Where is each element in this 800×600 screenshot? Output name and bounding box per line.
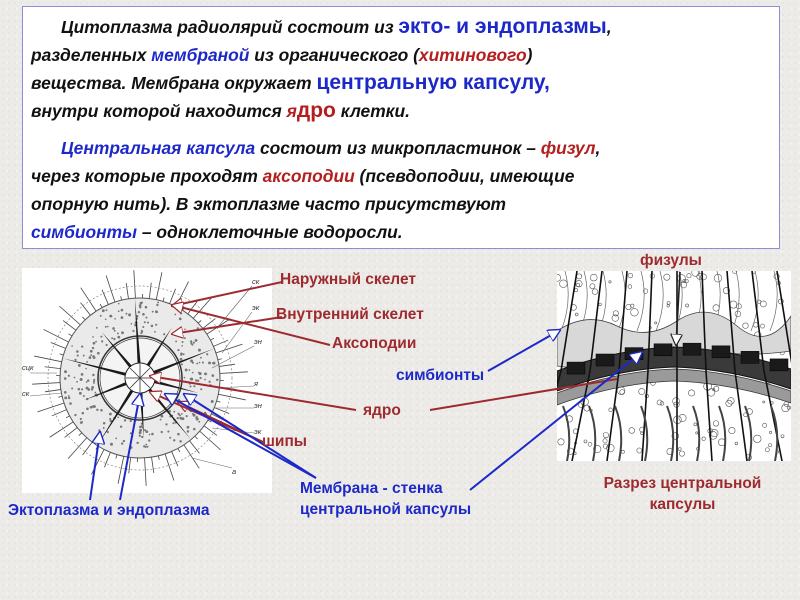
text-term-central-capsule: центральную капсулу, bbox=[316, 71, 550, 94]
text-run: Цитоплазма радиолярий состоит из bbox=[61, 17, 399, 37]
label-symbionts: симбионты bbox=[396, 367, 485, 384]
text-term-symbionts: симбионты bbox=[31, 222, 137, 242]
fig-letter: а bbox=[232, 467, 237, 476]
text-run: , bbox=[606, 17, 612, 37]
text-run: – одноклеточные водоросли. bbox=[137, 222, 403, 242]
fig-letter: эк bbox=[252, 303, 260, 312]
fig-letter: я bbox=[254, 379, 259, 388]
arrow-membrane-3 bbox=[470, 352, 642, 490]
text-run: ) bbox=[526, 45, 533, 65]
text-run: состоит из микропластинок – bbox=[255, 138, 541, 158]
text-term-central-capsule-2: Центральная капсула bbox=[61, 138, 256, 158]
fig-letter: эн bbox=[254, 401, 262, 410]
label-inner-skeleton: Внутренний скелет bbox=[276, 306, 424, 323]
arrow-outer-skeleton bbox=[172, 282, 282, 306]
text-run: , bbox=[595, 138, 601, 158]
arrow-ecto-endo-2 bbox=[120, 394, 140, 500]
text-term-axopodia: аксоподии bbox=[262, 166, 355, 186]
label-fusules: физулы bbox=[640, 252, 702, 269]
text-term-fusules: физул bbox=[540, 138, 596, 158]
label-ecto-endoplasm: Эктоплазма и эндоплазма bbox=[8, 502, 210, 519]
arrow-symbionts bbox=[488, 330, 560, 371]
label-spines: шипы bbox=[262, 433, 308, 450]
label-nucleus: ядро bbox=[363, 402, 401, 419]
text-run: из органического ( bbox=[249, 45, 419, 65]
fig-letter: сцк bbox=[22, 363, 34, 372]
fig-letter: ск bbox=[252, 277, 260, 286]
text-term-chitin: хитинового bbox=[418, 45, 527, 65]
arrow-ecto-endo-1 bbox=[90, 432, 100, 500]
text-term-nucleus-first: я bbox=[286, 101, 297, 121]
text-run: разделенных bbox=[31, 45, 152, 65]
fig-letter: эн bbox=[254, 337, 262, 346]
label-outer-skeleton: Наружный скелет bbox=[280, 271, 416, 288]
text-term-membrane: мембраной bbox=[151, 45, 250, 65]
text-run: клетки. bbox=[335, 101, 410, 121]
text-run: опорную нить). В эктоплазме часто присутствуют bbox=[31, 194, 506, 214]
text-run: (псевдоподии, имеющие bbox=[354, 166, 575, 186]
arrow-fusules bbox=[676, 272, 680, 345]
text-run: вещества. Мембрана окружает bbox=[31, 73, 317, 93]
label-membrane: Мембрана - стенка центральной капсулы bbox=[300, 480, 472, 518]
label-axopodia: Аксоподии bbox=[332, 335, 417, 352]
text-term-ecto-endoplasm: экто- и эндоплазмы bbox=[398, 15, 607, 38]
fig-letter: эк bbox=[254, 427, 262, 436]
label-capsule-section: Разрез центральной капсулы bbox=[603, 475, 762, 513]
fig-letter: ск bbox=[22, 389, 30, 398]
text-term-nucleus: дро bbox=[296, 99, 336, 122]
text-run: через которые проходят bbox=[31, 166, 263, 186]
text-run: внутри которой находится bbox=[31, 101, 287, 121]
